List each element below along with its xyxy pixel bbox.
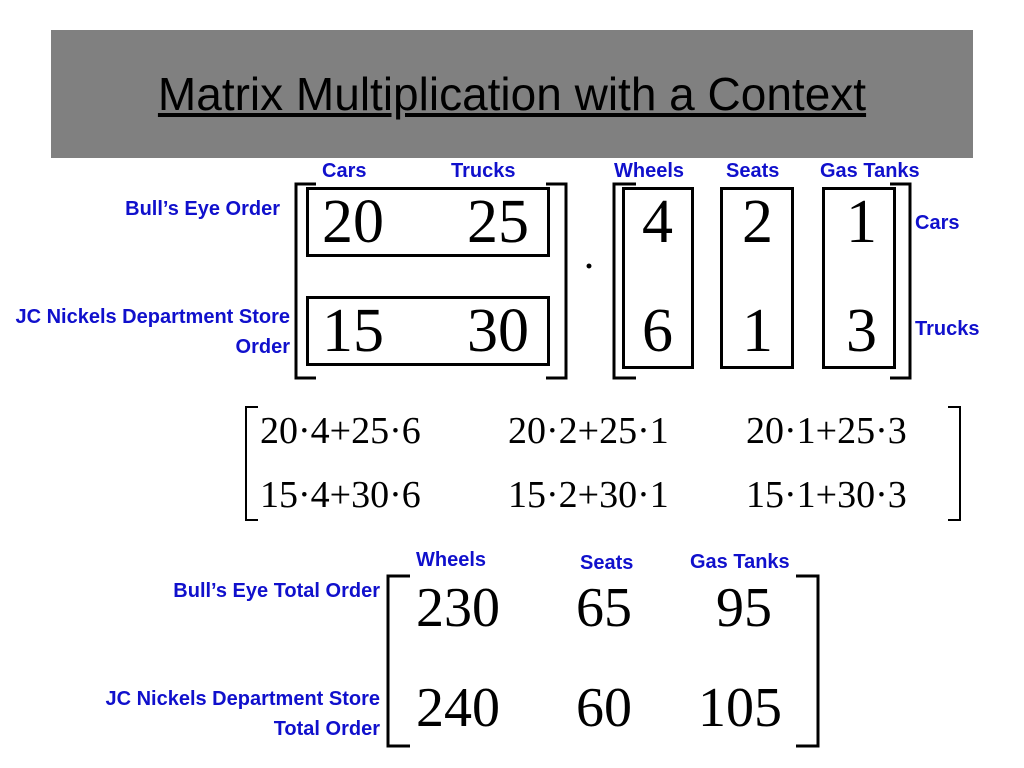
slide-title: Matrix Multiplication with a Context: [157, 68, 867, 120]
result-cell: 95: [716, 577, 772, 639]
expanded-entry: 20·1+25·3: [746, 410, 907, 452]
row-label-jc-nickels-order: JC Nickels Department Store Order: [15, 306, 290, 358]
matrix-b-cell: 3: [846, 297, 877, 365]
result-cell: 240: [416, 677, 500, 739]
result-cell: 65: [576, 577, 632, 639]
matrix-a-cell: 30: [467, 297, 529, 365]
result-row-label-jc-nickels: JC Nickels Department Store Total Order: [105, 688, 380, 740]
result-row-label-bulls-eye: Bull’s Eye Total Order: [173, 580, 380, 602]
column-header-trucks: Trucks: [451, 160, 516, 182]
row-label-cars: Cars: [915, 212, 960, 234]
expanded-entry: 15·4+30·6: [260, 474, 421, 516]
result-column-header-seats: Seats: [580, 552, 634, 574]
matrix-b-cell: 2: [742, 188, 773, 256]
matrix-b-cell: 4: [642, 188, 673, 256]
row-label-bulls-eye-order: Bull’s Eye Order: [125, 198, 280, 220]
matrix-a-cell: 15: [322, 297, 384, 365]
column-header-wheels: Wheels: [614, 160, 685, 182]
expanded-entry: 20·2+25·1: [508, 410, 669, 452]
matrix-b-cell: 1: [742, 297, 773, 365]
column-header-gas-tanks: Gas Tanks: [820, 160, 920, 182]
expanded-entry: 20·4+25·6: [260, 410, 421, 452]
expanded-entry: 15·1+30·3: [746, 474, 907, 516]
column-header-cars: Cars: [322, 160, 367, 182]
matrix-a-cell: 20: [322, 188, 384, 256]
result-cell: 230: [416, 577, 500, 639]
matrix-b-cell: 6: [642, 297, 673, 365]
matrix-b-cell: 1: [846, 188, 877, 256]
result-cell: 60: [576, 677, 632, 739]
result-column-header-gas-tanks: Gas Tanks: [690, 551, 790, 573]
expanded-entry: 15·2+30·1: [508, 474, 669, 516]
row-label-trucks: Trucks: [915, 318, 980, 340]
multiplication-operator: ·: [582, 244, 596, 290]
matrix-a-cell: 25: [467, 188, 529, 256]
result-column-header-wheels: Wheels: [416, 549, 487, 571]
column-header-seats: Seats: [726, 160, 780, 182]
result-cell: 105: [698, 677, 782, 739]
